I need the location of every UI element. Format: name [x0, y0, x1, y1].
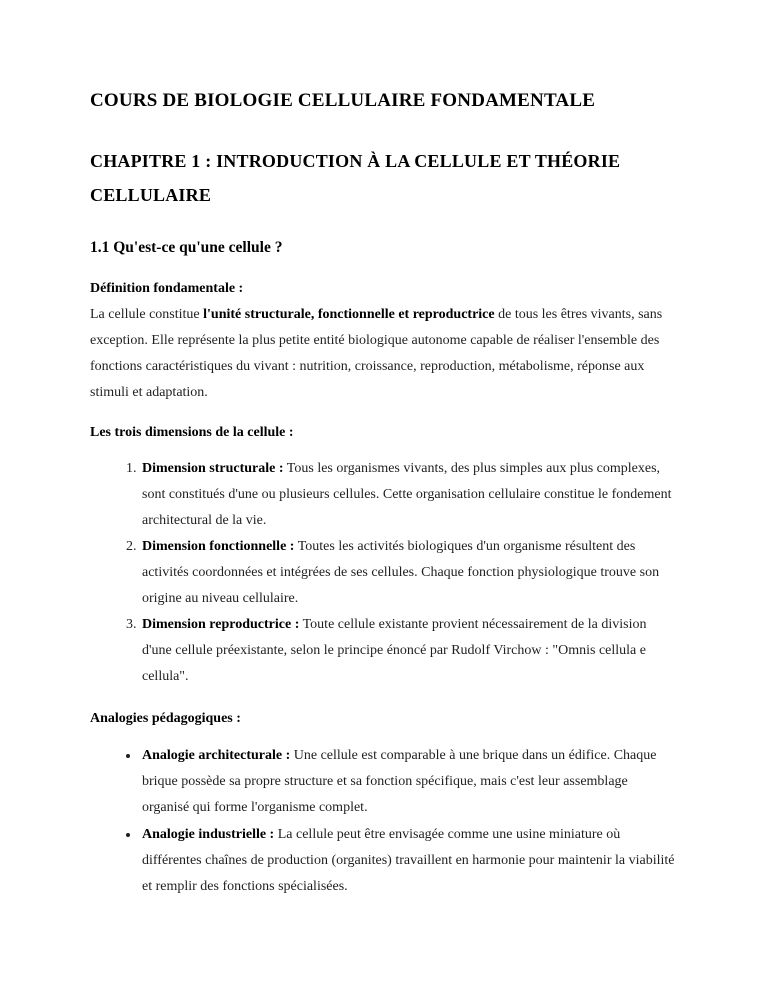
- list-item-bold: Dimension fonctionnelle :: [142, 539, 295, 554]
- document-title: COURS DE BIOLOGIE CELLULAIRE FONDAMENTALE: [90, 90, 596, 111]
- list-item-bold: Analogie industrielle :: [142, 827, 275, 842]
- section-heading: 1.1 Qu'est-ce qu'une cellule ?: [90, 239, 283, 256]
- definition-intro-text: La cellule constitue: [90, 307, 204, 322]
- list-item-bold: Dimension structurale :: [142, 461, 284, 476]
- definition-label: Définition fondamentale :: [90, 281, 244, 296]
- list-item-dimension-fonctionnelle: [140, 534, 678, 612]
- dimensions-list: [90, 456, 678, 690]
- dimensions-label: Les trois dimensions de la cellule :: [90, 425, 294, 440]
- definition-rest-text: de tous les êtres vivants, sans exception. Elle représente la plus petite entité biologique autonome capable de réaliser l'ensemble des fonctions caractéristiques du vivant : nutrition, croissance, reproduction, métabolisme, réponse aux stimuli et adaptation.: [90, 307, 663, 400]
- chapter-heading: CHAPITRE 1 : INTRODUCTION À LA CELLULE ET THÉORIE CELLULAIRE: [90, 151, 621, 205]
- list-item-analogie-industrielle: [140, 821, 678, 900]
- list-item-bold: Dimension reproductrice :: [142, 617, 300, 632]
- list-item-bold: Analogie architecturale :: [142, 748, 291, 763]
- list-item-text: Toute cellule existante provient nécessairement de la division d'une cellule préexistante, selon le principe énoncé par Rudolf Virchow : "Omnis cellula e cellula".: [142, 617, 647, 684]
- analogies-list: [90, 742, 678, 900]
- definition-bold-text: l'unité structurale, fonctionnelle et reproductrice: [203, 307, 495, 322]
- list-item-text: La cellule peut être envisagée comme une usine miniature où différentes chaînes de production (organites) travaillent en harmonie pour maintenir la viabilité et remplir des fonctions spécialisées.: [142, 827, 675, 894]
- list-item-text: Une cellule est comparable à une brique dans un édifice. Chaque brique possède sa propre structure et sa fonction spécifique, mais c'est leur assemblage organisé qui forme l'organisme complet.: [142, 748, 657, 815]
- list-item-text: Tous les organismes vivants, des plus simples aux plus complexes, sont constitués d'une ou plusieurs cellules. Cette organisation cellulaire constitue le fondement architectural de la vie.: [142, 461, 672, 528]
- list-item-dimension-structurale: [140, 456, 678, 534]
- list-item-dimension-reproductrice: [140, 612, 678, 690]
- list-item-text: Toutes les activités biologiques d'un organisme résultent des activités coordonnées et intégrées de ses cellules. Chaque fonction physiologique trouve son origine au niveau cellulaire.: [142, 539, 660, 606]
- list-item-analogie-architecturale: [140, 742, 678, 821]
- analogies-label: Analogies pédagogiques :: [90, 711, 241, 726]
- definition-paragraph: [90, 302, 678, 406]
